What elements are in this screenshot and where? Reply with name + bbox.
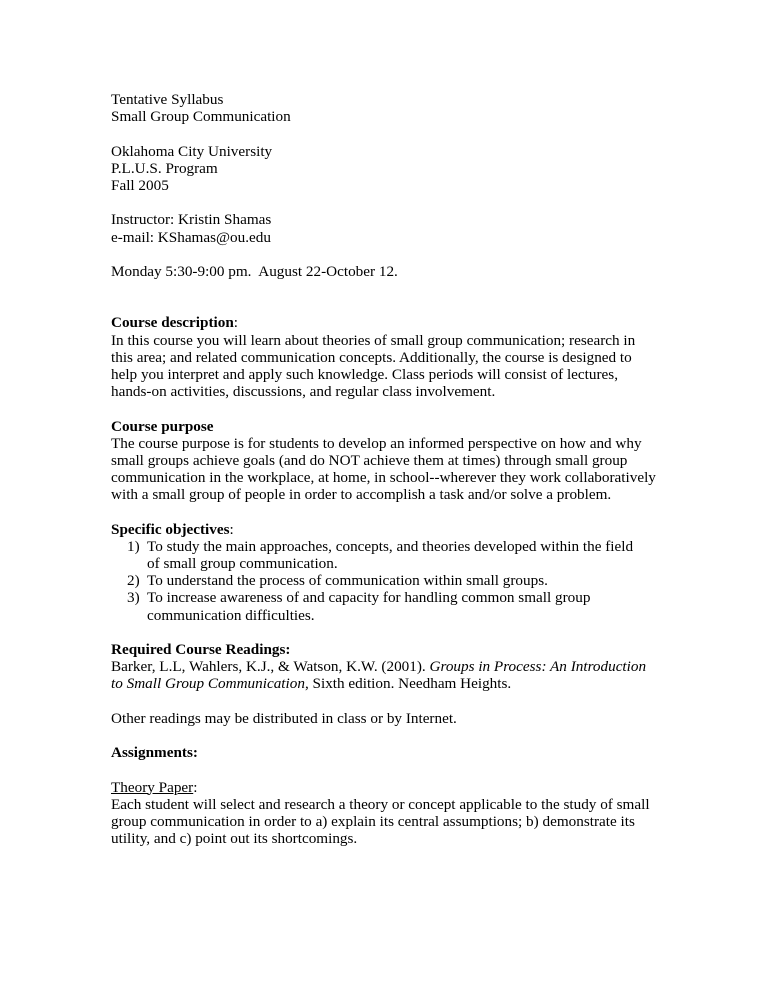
objective-line: To understand the process of communication within small groups.: [147, 572, 548, 590]
description-heading: [111, 314, 711, 331]
citation-title: Groups in Process: An Introduction: [429, 658, 647, 676]
schedule: Monday 5:30-9:00 pm. August 22-October 12.: [111, 262, 398, 280]
objective-number: 2): [127, 572, 140, 590]
assignments-heading-text: Assignments:: [111, 744, 198, 762]
objective-item: [111, 589, 711, 623]
theory-paper-heading: [111, 779, 711, 796]
colon: :: [229, 520, 234, 538]
objective-line: To increase awareness of and capacity for handling common small group: [147, 589, 591, 607]
other-readings: Other readings may be distributed in class or by Internet.: [111, 709, 457, 727]
theory-paper-title: Theory Paper: [111, 778, 194, 796]
citation-line: [111, 658, 711, 675]
citation-title: to Small Group Communication: [111, 675, 305, 693]
syllabus-document: [111, 91, 711, 847]
objectives-heading-text: Specific objectives: [111, 520, 230, 538]
citation-authors: Barker, L.L, Wahlers, K.J., & Watson, K.W. (2001).: [111, 658, 430, 676]
program: P.L.U.S. Program: [111, 159, 218, 177]
term: Fall 2005: [111, 176, 169, 194]
purpose-line: The course purpose is for students to develop an informed perspective on how and why: [111, 434, 642, 452]
readings-heading-text: Required Course Readings:: [111, 641, 291, 659]
description-line: hands-on activities, discussions, and regular class involvement.: [111, 383, 496, 401]
colon: :: [233, 314, 238, 332]
objective-item: [111, 572, 711, 589]
colon: :: [193, 778, 198, 796]
description-line: this area; and related communication concepts. Additionally, the course is designed to: [111, 348, 632, 366]
purpose-line: with a small group of people in order to accomplish a task and/or solve a problem.: [111, 486, 612, 504]
purpose-heading-text: Course purpose: [111, 417, 214, 435]
readings-heading: [111, 641, 711, 658]
doc-title: Tentative Syllabus: [111, 91, 224, 108]
theory-paper-line: Each student will select and research a theory or concept applicable to the study of small: [111, 795, 650, 813]
citation-publisher: , Sixth edition. Needham Heights.: [304, 675, 512, 693]
theory-paper-line: group communication in order to a) explain its central assumptions; b) demonstrate its: [111, 812, 635, 830]
objective-line: communication difficulties.: [147, 606, 315, 624]
description-line: In this course you will learn about theories of small group communication; research in: [111, 331, 636, 349]
citation-line: [111, 675, 711, 692]
objective-number: 1): [127, 537, 140, 555]
objectives-heading: [111, 521, 711, 538]
instructor-email: e-mail: KShamas@ou.edu: [111, 228, 271, 246]
objective-line: of small group communication.: [147, 555, 338, 573]
purpose-heading: [111, 418, 711, 435]
objective-line: To study the main approaches, concepts, and theories developed within the field: [147, 537, 634, 555]
university: Oklahoma City University: [111, 142, 273, 160]
description-line: help you interpret and apply such knowledge. Class periods will consist of lectures,: [111, 366, 618, 384]
description-heading-text: Course description: [111, 314, 234, 332]
assignments-heading: [111, 744, 711, 761]
objective-item: [111, 538, 711, 572]
objective-number: 3): [127, 589, 140, 607]
course-name: Small Group Communication: [111, 108, 291, 126]
theory-paper-line: utility, and c) point out its shortcomings.: [111, 830, 358, 848]
instructor: Instructor: Kristin Shamas: [111, 211, 272, 229]
purpose-line: communication in the workplace, at home, in school--wherever they work collaboratively: [111, 469, 656, 487]
purpose-line: small groups achieve goals (and do NOT achieve them at times) through small group: [111, 451, 628, 469]
